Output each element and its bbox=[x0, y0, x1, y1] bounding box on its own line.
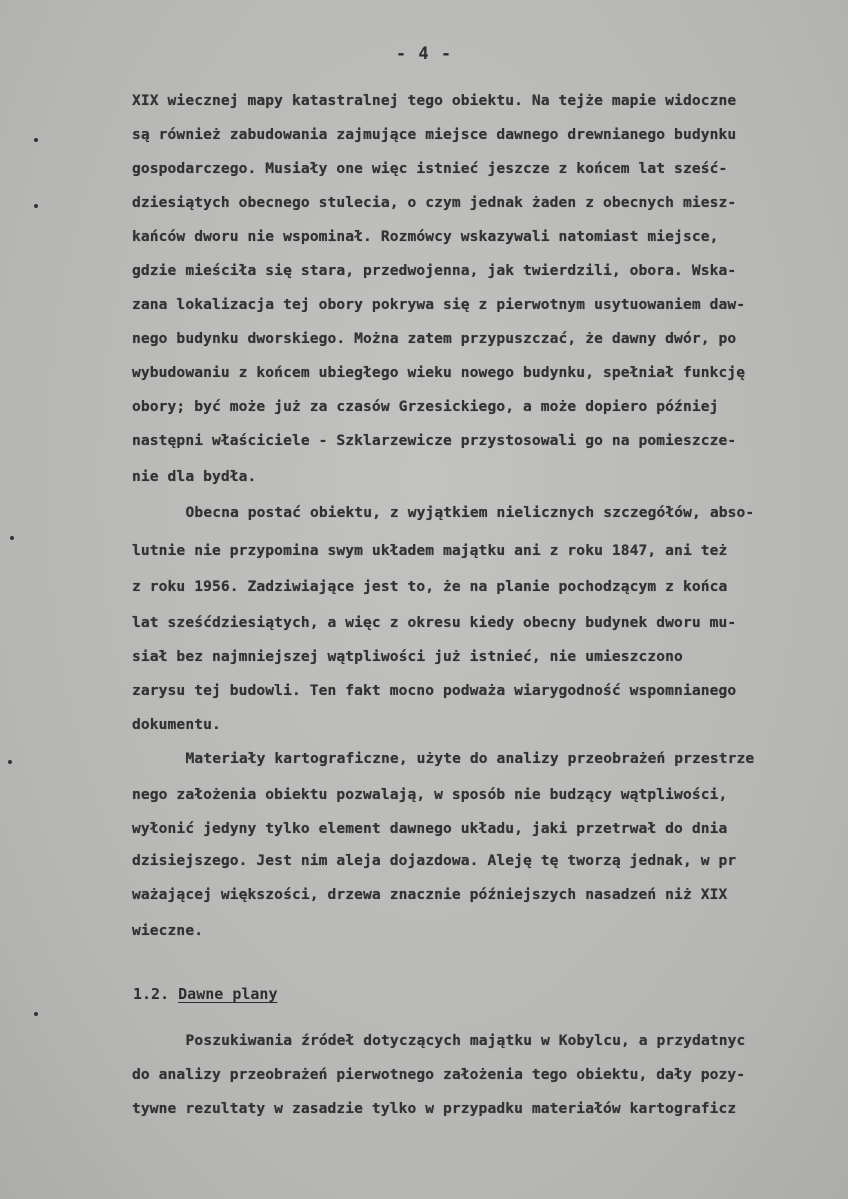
margin-mark bbox=[34, 1012, 38, 1016]
paragraph-3-line: dzisiejszego. Jest nim aleja dojazdowa. Aleję tę tworzą jednak, w pr bbox=[132, 852, 737, 869]
paragraph-3-line: Materiały kartograficzne, użyte do analizy przeobrażeń przestrze bbox=[150, 750, 755, 767]
paragraph-1-line: następni właściciele - Szklarzewicze przystosowali go na pomieszcze- bbox=[132, 432, 737, 449]
paragraph-4-line: do analizy przeobrażeń pierwotnego założenia tego obiektu, dały pozy- bbox=[132, 1066, 746, 1083]
paragraph-2-line: zarysu tej budowli. Ten fakt mocno podważa wiarygodność wspomnianego bbox=[132, 682, 737, 699]
paragraph-2-line: lat sześćdziesiątych, a więc z okresu kiedy obecny budynek dworu mu- bbox=[132, 614, 737, 631]
margin-mark bbox=[34, 204, 38, 208]
paragraph-3-line: wieczne. bbox=[132, 922, 204, 939]
paragraph-1-line: gdzie mieściła się stara, przedwojenna, jak twierdzili, obora. Wska- bbox=[132, 262, 737, 279]
paragraph-3-line: wyłonić jedyny tylko element dawnego układu, jaki przetrwał do dnia bbox=[132, 820, 728, 837]
paragraph-1-line: kańców dworu nie wspominał. Rozmówcy wskazywali natomiast miejsce, bbox=[132, 228, 719, 245]
paragraph-1-line: XIX wiecznej mapy katastralnej tego obiektu. Na tejże mapie widoczne bbox=[132, 92, 737, 109]
paragraph-2-line: Obecna postać obiektu, z wyjątkiem nielicznych szczegółów, abso- bbox=[150, 504, 755, 521]
paragraph-1-line: obory; być może już za czasów Grzesickiego, a może dopiero później bbox=[132, 398, 719, 415]
margin-mark bbox=[8, 760, 12, 764]
paragraph-1-line: nie dla bydła. bbox=[132, 468, 257, 485]
paragraph-1-line: dziesiątych obecnego stulecia, o czym jednak żaden z obecnych miesz- bbox=[132, 194, 737, 211]
section-heading bbox=[133, 985, 278, 1003]
page-number: - 4 - bbox=[395, 44, 453, 64]
paragraph-3-line: ważającej większości, drzewa znacznie późniejszych nasadzeń niż XIX bbox=[132, 886, 728, 903]
paragraph-1-line: są również zabudowania zajmujące miejsce dawnego drewnianego budynku bbox=[132, 126, 737, 143]
paragraph-2-line: dokumentu. bbox=[132, 716, 221, 733]
paragraph-1-line: gospodarczego. Musiały one więc istnieć jeszcze z końcem lat sześć- bbox=[132, 160, 728, 177]
paragraph-2-line: z roku 1956. Zadziwiające jest to, że na planie pochodzącym z końca bbox=[132, 578, 728, 595]
paragraph-1-line: wybudowaniu z końcem ubiegłego wieku nowego budynku, spełniał funkcję bbox=[132, 364, 746, 381]
margin-mark bbox=[10, 536, 14, 540]
section-number: 1.2. bbox=[133, 985, 170, 1003]
margin-mark bbox=[34, 138, 38, 142]
paragraph-1-line: nego budynku dworskiego. Można zatem przypuszczać, że dawny dwór, po bbox=[132, 330, 737, 347]
paragraph-3-line: nego założenia obiektu pozwalają, w sposób nie budzący wątpliwości, bbox=[132, 786, 728, 803]
paragraph-1-line: zana lokalizacja tej obory pokrywa się z pierwotnym usytuowaniem daw- bbox=[132, 296, 746, 313]
paragraph-4-line: Poszukiwania źródeł dotyczących majątku w Kobylcu, a przydatnyc bbox=[150, 1032, 746, 1049]
section-title: Dawne plany bbox=[178, 985, 278, 1003]
paragraph-4-line: tywne rezultaty w zasadzie tylko w przypadku materiałów kartograficz bbox=[132, 1100, 737, 1117]
paragraph-2-line: siał bez najmniejszej wątpliwości już istnieć, nie umieszczono bbox=[132, 648, 683, 665]
paragraph-2-line: lutnie nie przypomina swym układem majątku ani z roku 1847, ani też bbox=[132, 542, 728, 559]
